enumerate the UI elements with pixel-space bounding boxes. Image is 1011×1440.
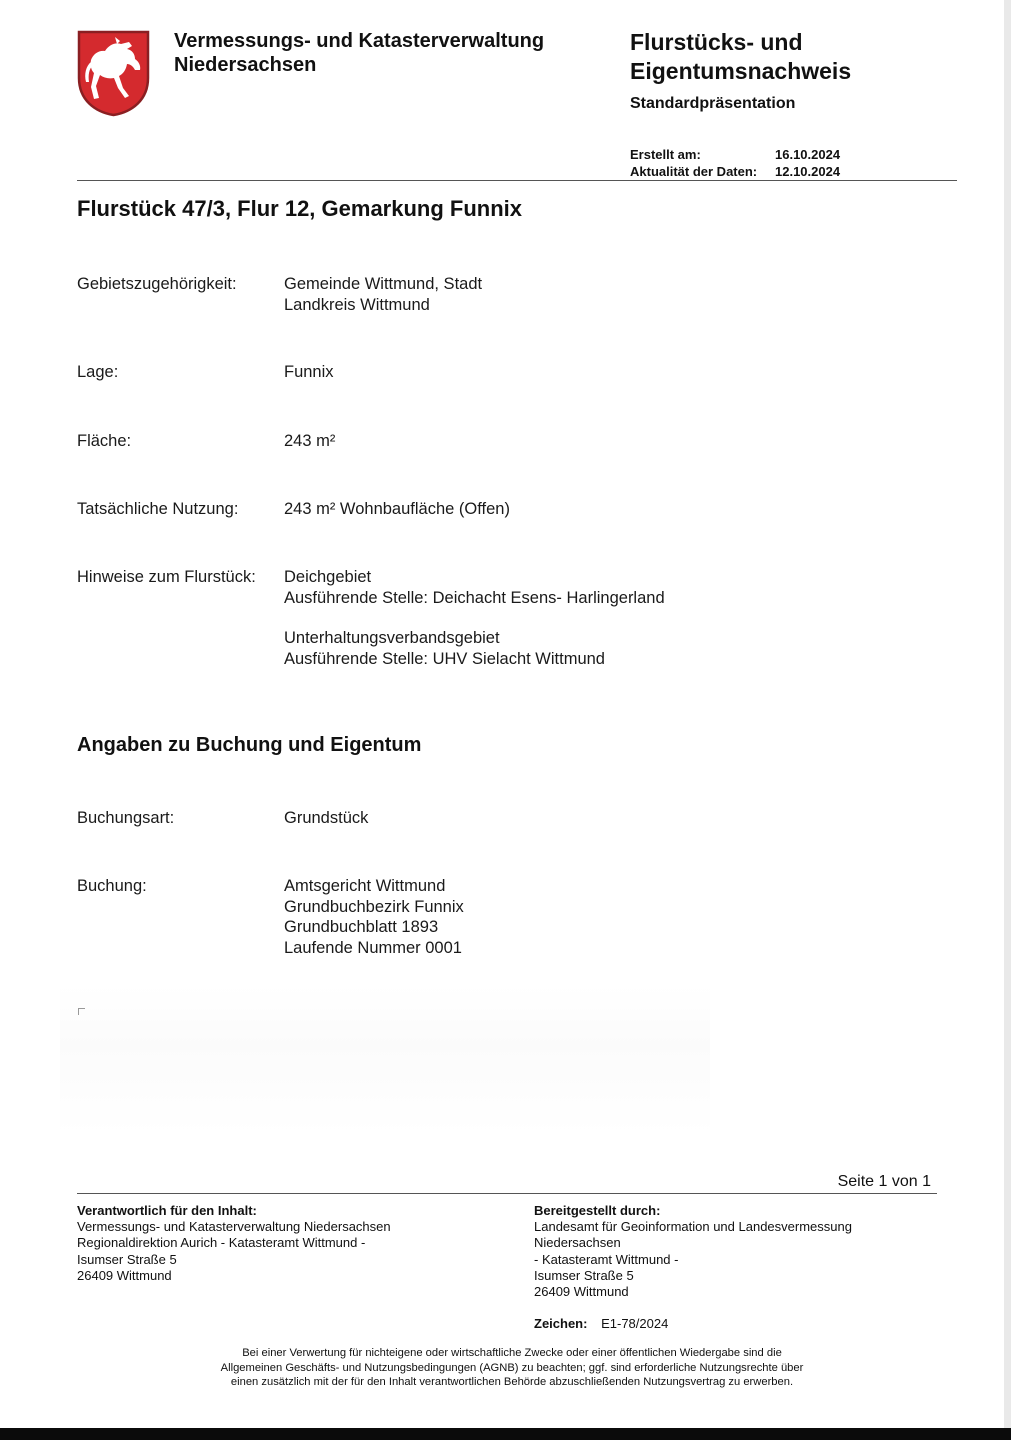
footer-divider (77, 1193, 937, 1194)
field-value-line: Landkreis Wittmund (284, 295, 430, 314)
field-value: Funnix (284, 363, 334, 381)
organization-name (174, 29, 544, 77)
footer-responsible (77, 1203, 391, 1284)
field-value: 243 m² Wohnbaufläche (Offen) (284, 500, 510, 518)
reference-value: E1-78/2024 (601, 1316, 669, 1331)
footer-line: - Katasteramt Wittmund - (534, 1251, 679, 1267)
footer-line: Regionaldirektion Aurich - Katasteramt Wittmund - (77, 1235, 366, 1251)
footer-line: Vermessungs- und Katasterverwaltung Niedersachsen (77, 1219, 391, 1235)
field-value-line: Gemeinde Wittmund, Stadt (284, 275, 483, 293)
page-edge-shadow (1004, 0, 1011, 1428)
footer-line: Isumser Straße 5 (534, 1267, 634, 1283)
organization-name-line: Niedersachsen (174, 54, 317, 76)
updated-label: Aktualität der Daten: (630, 164, 758, 179)
lower-saxony-horse-crest-icon (77, 30, 150, 117)
reference-number (534, 1316, 668, 1331)
updated-row (630, 163, 840, 180)
page-number: Seite 1 von 1 (837, 1173, 931, 1190)
footer-provided-by (534, 1203, 852, 1300)
created-row (630, 146, 840, 163)
footer-line: 26409 Wittmund (77, 1267, 172, 1283)
footer-line: 26409 Wittmund (534, 1284, 629, 1300)
created-value: 16.10.2024 (775, 147, 841, 162)
field-label: Hinweise zum Flurstück: (77, 568, 256, 586)
document-meta (630, 146, 840, 180)
reference-label: Zeichen: (534, 1316, 588, 1331)
footer-heading: Verantwortlich für den Inhalt: (77, 1203, 257, 1218)
redacted-area (60, 985, 710, 1135)
field-label: Buchungsart: (77, 809, 175, 827)
usage-disclaimer (150, 1346, 874, 1390)
footer-line: Landesamt für Geoinformation und Landesvermessung (534, 1219, 852, 1235)
field-value-line: Deichgebiet (284, 568, 372, 586)
field-value-line: Unterhaltungsverbandsgebiet (284, 629, 500, 647)
updated-value: 12.10.2024 (775, 164, 841, 179)
footer-line: Isumser Straße 5 (77, 1251, 177, 1267)
field-value: Grundstück (284, 809, 369, 827)
redaction-remnant (78, 1008, 85, 1015)
organization-name-line: Vermessungs- und Katasterverwaltung (174, 30, 545, 52)
field-value-line: Grundbuchblatt 1893 (284, 918, 439, 936)
disclaimer-line: einen zusätzlich mit der für den Inhalt verantwortlichen Behörde abzuschließenden Nutzungsvertrag zu erwerben. (230, 1376, 794, 1388)
footer-line: Niedersachsen (534, 1235, 621, 1251)
field-label: Tatsächliche Nutzung: (77, 500, 239, 518)
document-title-line: Eigentumsnachweis (630, 58, 852, 84)
field-value (284, 567, 665, 669)
field-label: Lage: (77, 363, 119, 381)
disclaimer-line: Bei einer Verwertung für nichteigene oder wirtschaftliche Zwecke oder einer öffentlichen Wiedergabe sind die (242, 1347, 782, 1359)
field-value: 243 m² (284, 432, 336, 450)
booking-section-title: Angaben zu Buchung und Eigentum (77, 734, 422, 756)
document-subtitle: Standardpräsentation (630, 95, 796, 112)
disclaimer-line: Allgemeinen Geschäfts- und Nutzungsbedingungen (AGNB) zu beachten; ggf. sind erforderliche Nutzungsrechte über (220, 1361, 804, 1374)
footer-heading: Bereitgestellt durch: (534, 1203, 661, 1218)
parcel-title: Flurstück 47/3, Flur 12, Gemarkung Funnix (77, 196, 523, 221)
document-title-line: Flurstücks- und (630, 29, 803, 55)
field-value-line: Laufende Nummer 0001 (284, 938, 462, 957)
field-value (284, 876, 464, 958)
field-value-line: Amtsgericht Wittmund (284, 877, 446, 895)
created-label: Erstellt am: (630, 147, 701, 162)
field-label: Buchung: (77, 877, 147, 895)
field-label: Fläche: (77, 432, 132, 450)
field-label: Gebietszugehörigkeit: (77, 275, 237, 293)
field-value-line: Ausführende Stelle: UHV Sielacht Wittmund (284, 649, 605, 668)
bottom-black-bar (0, 1428, 1011, 1440)
field-value-line: Grundbuchbezirk Funnix (284, 897, 464, 916)
header-divider (77, 180, 957, 181)
document-title (630, 28, 851, 86)
field-value (284, 274, 482, 315)
field-value-line: Ausführende Stelle: Deichacht Esens- Harlingerland (284, 588, 665, 607)
